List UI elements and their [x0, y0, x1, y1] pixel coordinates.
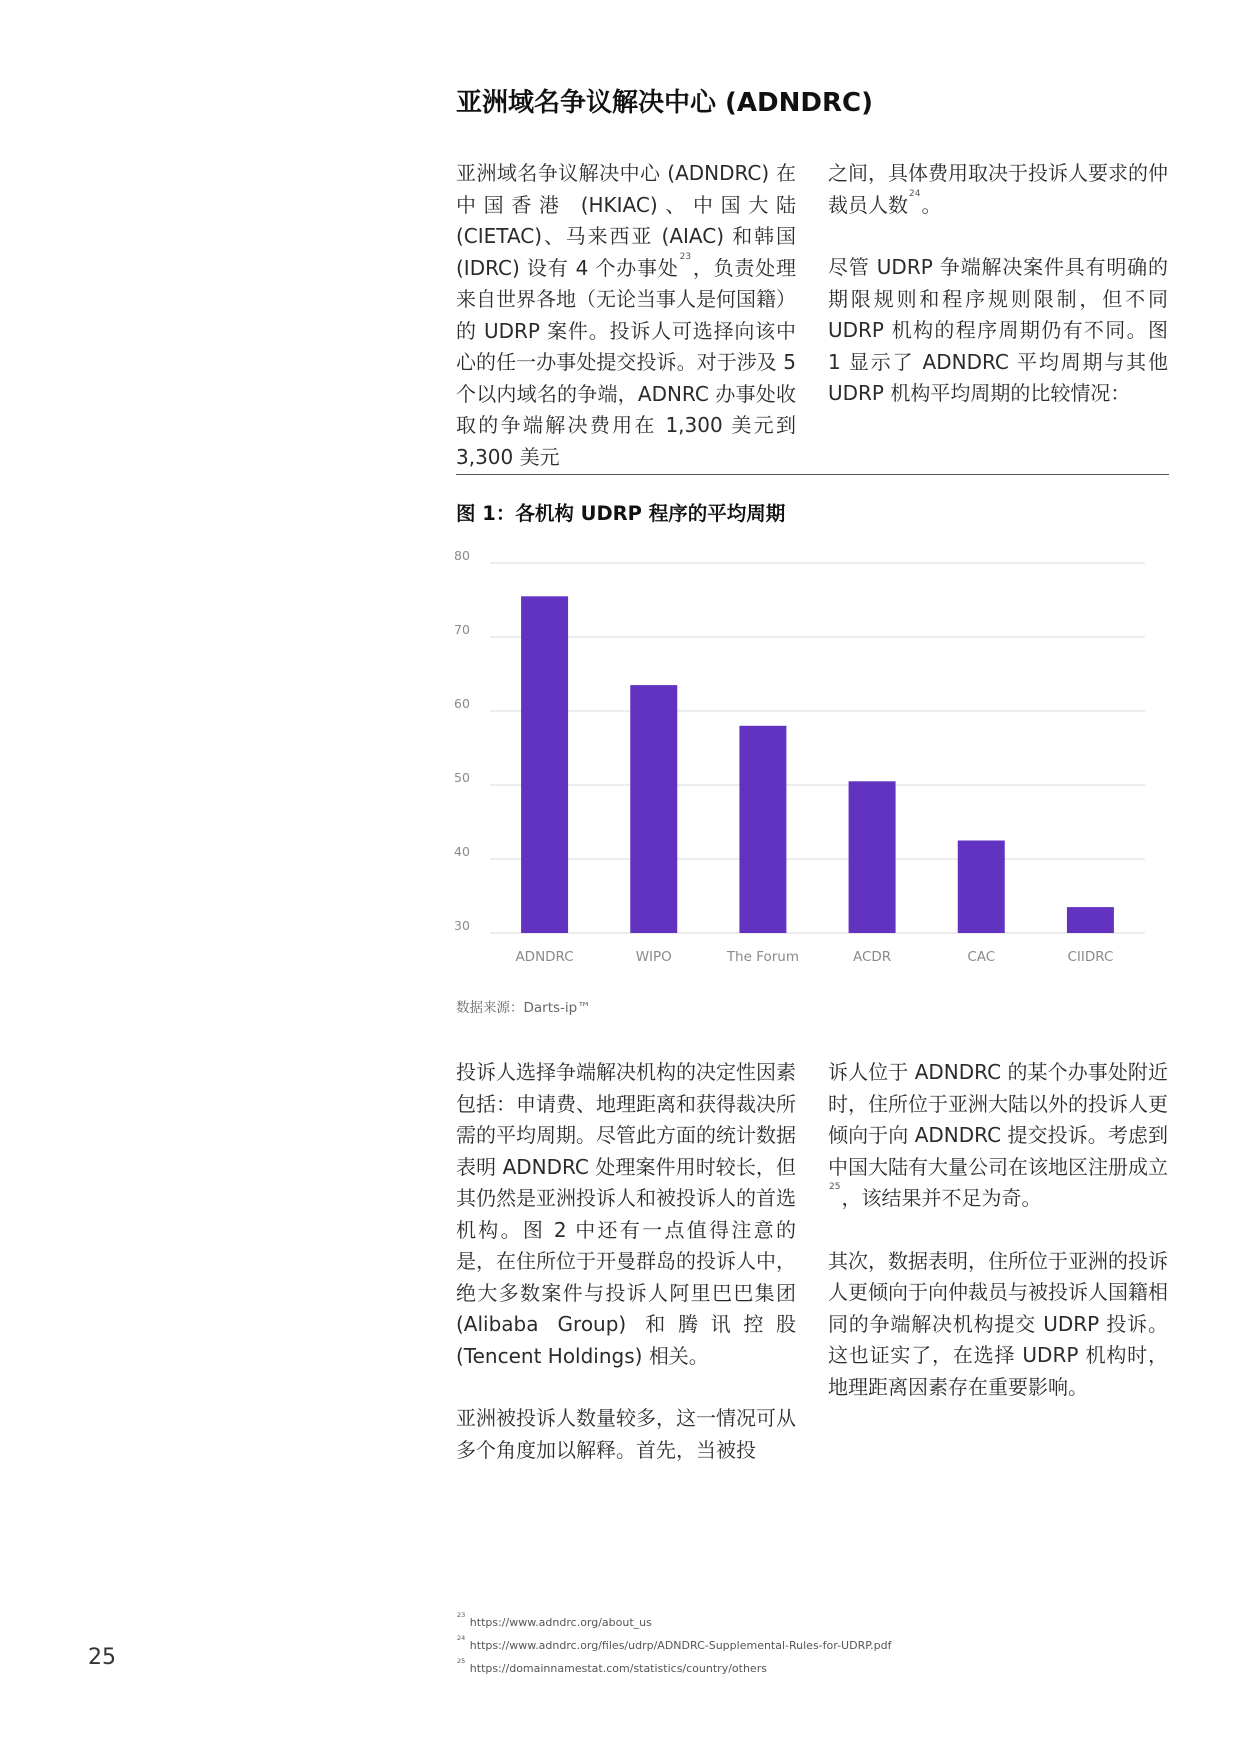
footnotes — [456, 1611, 891, 1680]
y-tick-label: 30 — [454, 918, 470, 933]
figure-title: 图 1：各机构 UDRP 程序的平均周期 — [456, 502, 786, 525]
intro-left-column — [456, 158, 796, 473]
intro-paragraph-3: 尽管 UDRP 争端解决案件具有明确的期限规则和程序规则限制，但不同 UDRP 机构的程序周期仍有不同。图 1 显示了 ADNDRC 平均周期与其他 UDRP 机构平均周期的比较情况： — [828, 255, 1168, 405]
footnote-ref-24[interactable]: 24 — [909, 188, 921, 199]
y-tick-label: 50 — [454, 770, 470, 785]
intro-paragraph-2: 之间，具体费用取决于投诉人要求的仲裁员人数$^{24}$。 — [828, 161, 1168, 217]
section-divider — [456, 474, 1169, 475]
footnote-link[interactable]: https://www.adndrc.org/files/udrp/ADNDRC-Supplemental-Rules-for-UDRP.pdf — [469, 1639, 892, 1652]
section-heading: 亚洲域名争议解决中心 (ADNDRC) — [456, 88, 873, 118]
bar-ciidrc — [1067, 907, 1114, 933]
x-tick-label: The Forum — [726, 949, 800, 965]
chart-bars — [521, 596, 1114, 933]
body-paragraph-2: 亚洲被投诉人数量较多，这一情况可从多个角度加以解释。首先，当被投 — [456, 1406, 796, 1462]
body-paragraph-4: 其次，数据表明，住所位于亚洲的投诉人更倾向于向仲裁员与被投诉人国籍相同的争端解决机构提交 UDRP 投诉。这也证实了，在选择 UDRP 机构时，地理距离因素存在重要影响。 — [828, 1248, 1168, 1399]
body-left-column — [456, 1057, 796, 1466]
footnote-link[interactable]: https://domainnamestat.com/statistics/country/others — [469, 1662, 767, 1675]
footnote-ref-25[interactable]: 25 — [829, 1182, 841, 1193]
chart-x-axis — [515, 949, 1113, 965]
y-tick-label: 80 — [454, 548, 470, 563]
x-tick-label: WIPO — [635, 949, 672, 965]
x-tick-label: CAC — [967, 949, 996, 965]
x-tick-label: CIIDRC — [1067, 949, 1114, 965]
body-right-column — [828, 1057, 1168, 1403]
bar-wipo — [630, 685, 677, 933]
figure-source: 数据来源：Darts-ip™ — [456, 1000, 591, 1016]
page-number: 25 — [88, 1645, 116, 1670]
y-tick-label: 40 — [454, 844, 470, 859]
footnote-link[interactable]: https://www.adndrc.org/about_us — [469, 1616, 652, 1629]
y-tick-label: 70 — [454, 622, 470, 637]
bar-adndrc — [521, 596, 568, 933]
x-tick-label: ADNDRC — [515, 949, 574, 965]
x-tick-label: ACDR — [852, 949, 892, 965]
intro-right-column — [828, 158, 1168, 410]
footnote-ref-23[interactable]: 23 — [679, 251, 692, 262]
body-paragraph-3: 诉人位于 ADNDRC 的某个办事处附近时，住所位于亚洲大陆以外的投诉人更倾向于向 ADNDRC 提交投诉。考虑到中国大陆有大量公司在该地区注册成立$^{25}$，该结果并不足为奇。 — [828, 1060, 1168, 1210]
intro-paragraph-1: 亚洲域名争议解决中心 (ADNDRC) 在中国香港 (HKIAC)、中国大陆 (CIETAC)、马来西亚 (AIAC) 和韩国 (IDRC) 设有 4 个办事处$^{23}$，负责处理来自世界各地（无论当事人是何国籍）的 UDRP 案件。投诉人可选择向该中心的任一办事处提交投诉。对于涉及 5 个以内域名的争端，ADNRC 办事处收取的争端解决费用在 1,300 美元到 3,300 美元 — [456, 161, 796, 469]
y-tick-label: 60 — [454, 696, 470, 711]
bar-cac — [958, 841, 1005, 934]
footnote-24: $^{24}$ https://www.adndrc.org/files/udrp/ADNDRC-Supplemental-Rules-for-UDRP.pdf — [457, 1634, 892, 1652]
chart-y-axis — [454, 548, 470, 933]
footnote-25: $^{25}$ https://domainnamestat.com/statistics/country/others — [457, 1657, 767, 1675]
bar-chart — [440, 548, 1170, 978]
bar-the-forum — [739, 726, 786, 933]
footnote-23: $^{23}$ https://www.adndrc.org/about_us — [457, 1611, 652, 1629]
chart-gridlines — [490, 563, 1145, 933]
bar-acdr — [849, 781, 896, 933]
body-paragraph-1: 投诉人选择争端解决机构的决定性因素包括：申请费、地理距离和获得裁决所需的平均周期。尽管此方面的统计数据表明 ADNDRC 处理案件用时较长，但其仍然是亚洲投诉人和被投诉人的首选机构。图 2 中还有一点值得注意的是，在住所位于开曼群岛的投诉人中，绝大多数案件与投诉人阿里巴巴集团 (Alibaba Group) 和腾讯控股 (Tencent Holdings) 相关。 — [456, 1060, 796, 1368]
